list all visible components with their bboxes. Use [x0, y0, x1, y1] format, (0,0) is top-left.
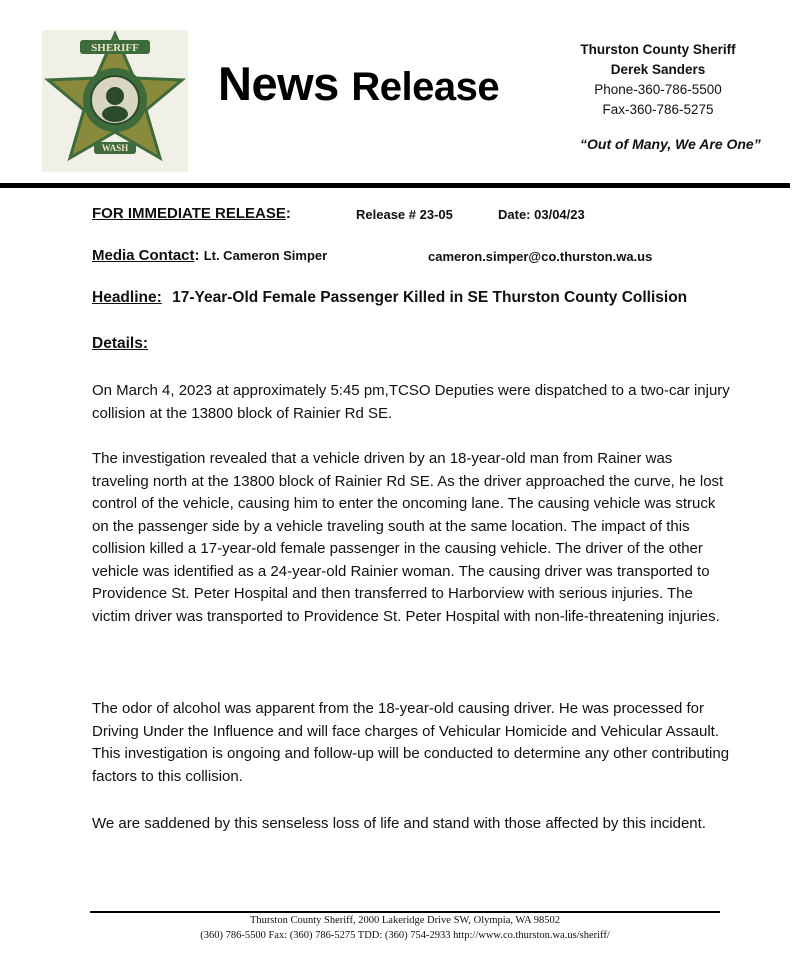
headline-row: [92, 289, 687, 307]
badge-top-text: SHERIFF: [91, 42, 139, 54]
footer-divider: [90, 911, 720, 913]
sheriff-badge-logo: [42, 30, 188, 172]
details-label: Details:: [92, 335, 148, 352]
paragraph-1: [92, 380, 732, 425]
org-name: Thurston County Sheriff: [580, 42, 736, 57]
headline-text: 17-Year-Old Female Passenger Killed in SE Thurston County Collision: [172, 289, 688, 306]
phone-number: Phone-360-786-5500: [594, 82, 722, 97]
footer-contact-line: (360) 786-5500 Fax: (360) 786-5275 TDD: (360) 754-2933 http://www.co.thurston.wa.us/sheriff/: [200, 930, 610, 941]
sheriff-name: Derek Sanders: [610, 62, 706, 77]
title-main: News: [218, 57, 339, 110]
footer-address: Thurston County Sheriff, 2000 Lakeridge Drive SW, Olympia, WA 98502: [249, 915, 561, 926]
badge-portrait-shoulders: [102, 106, 128, 122]
paragraph-text: The investigation revealed that a vehicle driven by an 18-year-old man from Rainer was traveling north at the 13800 block of Rainier Rd SE. As the driver approached the curve, he lost control of the vehicle, causing him to enter the oncoming lane. The causing vehicle was struck on the passenger side by a vehicle traveling south at the same location. The impact of this collision killed a 17-year-old female passenger in the causing vehicle. The driver of the other vehicle was identified as a 24-year-old Rainier woman. The causing driver was transported to Providence St. Peter Hospital and then transferred to Harborview with serious injuries. The victim driver was transported to Providence St. Peter Hospital with non-life-threatening injuries.: [92, 450, 724, 625]
paragraph-text: We are saddened by this senseless loss of life and stand with those affected by this incident.: [92, 815, 706, 832]
media-contact-name: Lt. Cameron Simper: [203, 248, 328, 263]
release-label: FOR IMMEDIATE RELEASE: [92, 205, 286, 222]
media-contact-colon: :: [194, 247, 200, 264]
release-row: [92, 205, 291, 222]
motto: [580, 136, 761, 152]
header-divider: [0, 183, 790, 188]
media-contact-email[interactable]: cameron.simper@co.thurston.wa.us: [428, 249, 653, 264]
badge-portrait: [106, 87, 124, 105]
motto-text: Out of Many, We Are One: [587, 136, 754, 152]
release-number: Release # 23-05: [356, 207, 453, 222]
paragraph-text: On March 4, 2023 at approximately 5:45 pm,TCSO Deputies were dispatched to a two-car injury collision at the 13800 block of Rainier Rd SE.: [92, 382, 730, 422]
release-label-colon: :: [285, 205, 291, 222]
headline-label: Headline:: [92, 289, 162, 306]
paragraph-text: The odor of alcohol was apparent from the 18-year-old causing driver. He was processed for Driving Under the Influence and will face charges of Vehicular Homicide and Vehicular Assault. This investigation is ongoing and follow-up will be conducted to determine any other contributing factors to this collision.: [92, 700, 730, 785]
media-contact-row: [92, 247, 327, 264]
media-contact-label: Media Contact: [92, 247, 195, 264]
badge-bottom-text: WASH: [101, 143, 129, 153]
paragraph-3: [92, 698, 732, 788]
title-sub: Release: [351, 65, 500, 109]
paragraph-4: [92, 813, 732, 836]
motto-open-quote: “: [580, 136, 587, 152]
sheriff-contact-block: [558, 40, 758, 120]
release-date: Date: 03/04/23: [498, 207, 585, 222]
fax-number: Fax-360-786-5275: [602, 102, 714, 117]
motto-close-quote: ”: [753, 136, 761, 152]
details-label-row: [92, 335, 148, 353]
paragraph-2: [92, 448, 732, 628]
page-title: [218, 56, 499, 111]
